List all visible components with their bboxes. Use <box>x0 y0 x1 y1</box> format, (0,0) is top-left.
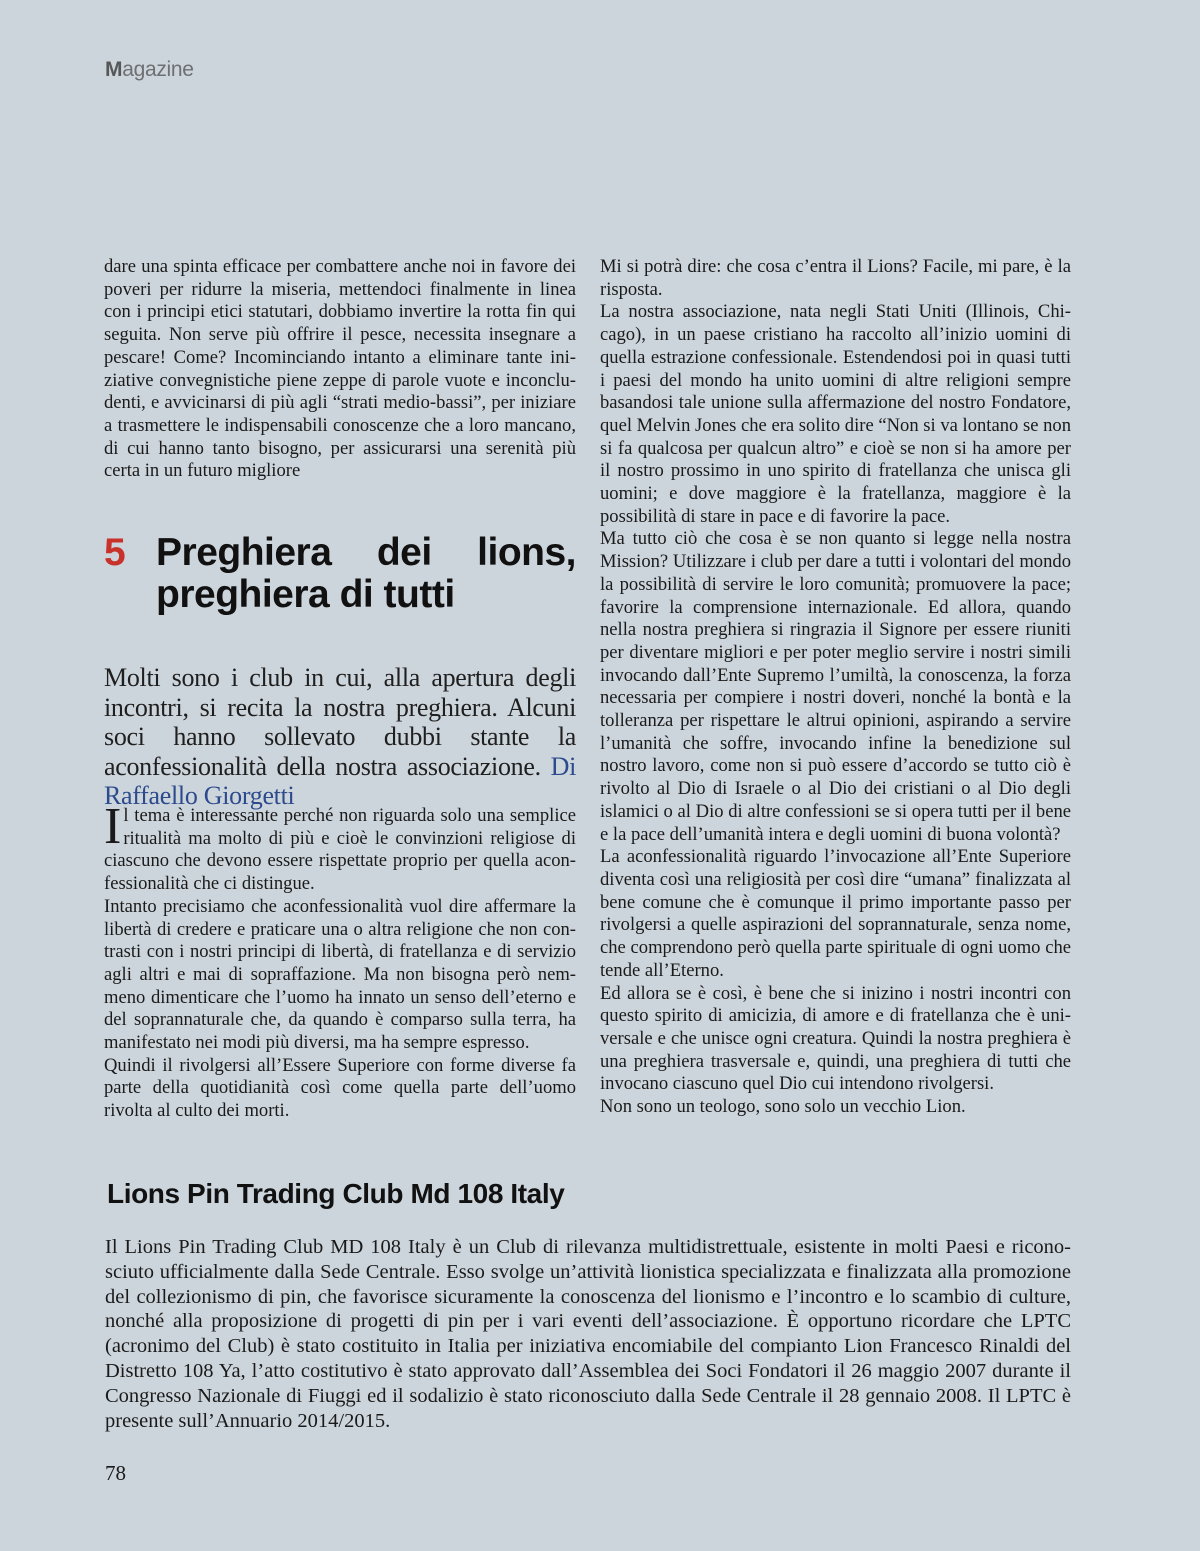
body-paragraph: La nostra associazione, nata negli Stati Uniti (Illinois, Chicago), in un paese cristiano ha raccolto all’inizio uomini di quella estrazione confessionale. Estendendosi poi in quasi tutti i paesi del mondo ha unito uomini di altre religioni sempre basandosi tale unione sulla affermazione del nostro Fondatore, quel Melvin Jones che era solito dire “Non si va lontano se non si fa qualcosa per qualcun altro” e cioè se non si ha amore per il nostro prossimo in uno spirito di fratellanza che unisca gli uomini; e dove maggiore è la fratellanza, maggiore è la possibilità di stare in pace e di favorire la pace. <box>600 301 1071 527</box>
body-paragraph: Ed allora se è così, è bene che si inizino i nostri incontri con questo spirito di amicizia, di amore e di fratellanza che è universale e che unisce ogni creatura. Quindi la nostra preghiera è una preghiera trasversale e, quindi, una preghiera di tutti che invocano ciascuno quel Dio cui intendono rivolgersi. <box>600 982 1071 1095</box>
page-number: 78 <box>105 1461 126 1485</box>
left-column-article-text <box>104 798 576 1123</box>
article-lead <box>104 663 576 811</box>
lead-text: Molti sono i club in cui, alla apertura degli incontri, si recita la nostra preghiera. Alcuni soci hanno sollevato dubbi stante la aconfessionalità della nostra associazione. <box>104 663 576 781</box>
box-body-text: Il Lions Pin Trading Club MD 108 Italy è un Club di rilevanza multidistrettuale, esistente in molti Paesi e riconosciuto ufficialmente dalla Sede Centrale. Esso svolge un’attività lionistica specializzata e finalizzata alla promozione del collezionismo di pin, che favorisce sicuramente la conoscenza del lionismo e l’incontro e lo scambio di culture, nonché alla proposizione di progetti di pin per i vari eventi dell’associazione. È opportuno ricordare che LPTC (acronimo del Club) è stato costituito in Italia per iniziativa encomiabile del compianto Lion Francesco Rinaldi del Distretto 108 Ya, l’atto costitutivo è stato approvato dall’Assemblea dei Soci Fondatori il 26 maggio 2007 durante il Congresso Nazionale di Fiuggi ed il sodalizio è stato riconosciuto dalla Sede Centrale il 28 gennaio 2008. Il LPTC è presente sull’Annuario 2014/2015. <box>105 1236 1071 1432</box>
body-paragraph: Non sono un teologo, sono solo un vecchio Lion. <box>600 1096 966 1118</box>
article-title: Preghiera dei lions, preghiera di tutti <box>156 531 576 616</box>
author-byline: Di Raffaello Giorgetti <box>104 751 577 810</box>
left-column-top-text <box>104 256 576 483</box>
drop-cap: I <box>104 798 122 855</box>
section-number: 5 <box>104 531 126 574</box>
box-heading: Lions Pin Trading Club Md 108 Italy <box>107 1178 565 1209</box>
right-column-text <box>600 256 1071 1119</box>
article-heading <box>104 532 576 616</box>
body-paragraph: Mi si potrà dire: che cosa c’entra il Lions? Facile, mi pare, è la risposta. <box>600 256 1071 300</box>
body-paragraph: Quindi il rivolgersi all’Essere Superiore con forme diverse fa parte della quotidianità così come quella parte dell’uomo rivolta al culto dei morti. <box>104 1054 576 1122</box>
body-paragraph: dare una spinta efficace per combattere anche noi in favore dei poveri per ridurre la miseria, mettendoci finalmente in linea con i principi etici statutari, dobbiamo invertire la rotta fin qui seguita. Non serve più offrire il pesce, necessita insegnare a pescare! Come? Incominciando intanto a eliminare tante iniziative convegnistiche piene zeppe di parole vuote e inconcludenti, e avvicinarsi di più agli “strati medio-bassi”, per iniziare a trasmettere le indispensabili conoscenze che a loro mancano, di cui hanno tanto bisogno, per assicurarsi una serenità più certa in un futuro migliore <box>104 256 576 482</box>
body-paragraph: Intanto precisiamo che aconfessionalità vuol dire affermare la libertà di credere e praticare una o altra religione che non contrasti con i nostri principi di libertà, di fratellanza e di servizio agli altri e mai di sopraffazione. Ma non bisogna però nemmeno dimenticare che l’uomo ha innato un senso dell’eterno e del soprannaturale che, da quando è comparso sulla terra, ha manifestato nei modi più diversi, ma ha sempre espresso. <box>104 895 576 1054</box>
body-paragraph: Ma tutto ciò che cosa è se non quanto si legge nella nostra Mission? Utilizzare i club per dare a tutti i volontari del mondo la possibilità di servire le loro comunità; promuovere la pace; favorire la comprensione internazionale. Ed allora, quando nella nostra preghiera si ringrazia il Signore per essere riuniti per diventare migliori e per poter meglio servire i nostri simili invocando dall’Ente Supremo l’umiltà, la conoscenza, la forza necessaria per compiere i nostri doveri, nonché la bontà e la tolleranza per rispettare le altrui opinioni, aspirando a servire l’umanità che soffre, invocando infine la benedizione sul nostro lavoro, come non si può essere d’accordo se tutto ciò è rivolto al Dio di Israele o al Dio dei cristiani o al Dio degli islamici o al Dio di altre confessioni se si opera tutti per il bene e la pace dell’umanità intera e degli uomini di buona volontà? <box>600 528 1071 845</box>
magazine-section-label: Magazine <box>105 58 194 81</box>
body-paragraph: Il tema è interessante perché non riguarda solo una semplice ritualità ma molto di più e cioè le convinzioni religiose di ciascuno che devono essere rispettate proprio per quella aconfessionalità che ci distingue. <box>104 798 576 895</box>
body-paragraph: La aconfessionalità riguardo l’invocazione all’Ente Superiore diventa così una religiosità per così dire “umana” finalizzata al bene comune che è comunque il primo importante passo per rivolgersi a quelle aspirazioni del soprannaturale, senza nome, che comprendono però quella parte spirituale di ogni uomo che tende all’Eterno. <box>600 846 1071 981</box>
